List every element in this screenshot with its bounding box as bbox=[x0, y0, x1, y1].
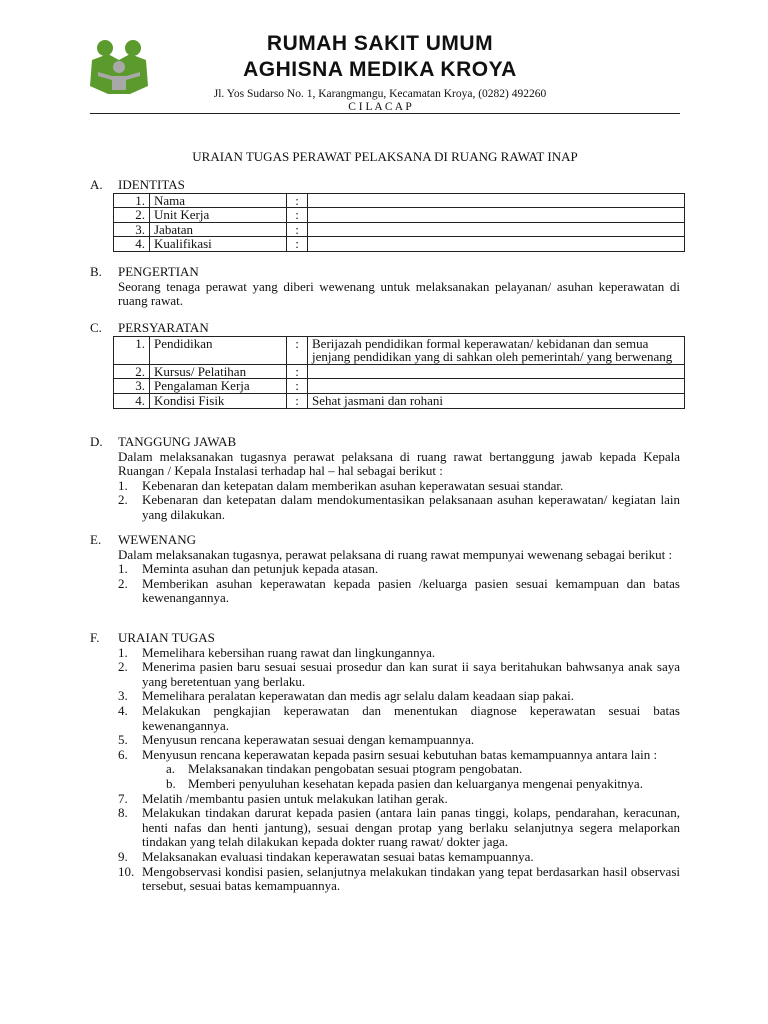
section-heading: URAIAN TUGAS bbox=[118, 630, 215, 645]
item-text-content: Kebenaran dan ketepatan dalam memberikan asuhan keperawatan sesuai standar. bbox=[142, 477, 564, 493]
list-item bbox=[118, 806, 680, 850]
row-label: Kualifikasi bbox=[150, 237, 287, 252]
item-text bbox=[142, 865, 680, 894]
row-label: Unit Kerja bbox=[150, 208, 287, 223]
hospital-name-line2: AGHISNA MEDIKA KROYA bbox=[243, 58, 517, 81]
item-text bbox=[142, 660, 680, 689]
row-value bbox=[308, 237, 685, 252]
row-number: 2. bbox=[114, 364, 150, 379]
row-label: Jabatan bbox=[150, 222, 287, 237]
row-value: Sehat jasmani dan rohani bbox=[308, 393, 685, 408]
item-text bbox=[142, 792, 680, 807]
table-row bbox=[114, 336, 685, 364]
row-separator: : bbox=[287, 336, 308, 364]
row-value bbox=[308, 193, 685, 208]
section-text: Seorang tenaga perawat yang diberi wewenang untuk melaksanakan pelayanan/ asuhan keperawatan di ruang rawat. bbox=[118, 278, 680, 309]
section-tanggung-jawab bbox=[90, 435, 680, 523]
section-heading: WEWENANG bbox=[118, 532, 196, 547]
item-text-content: Kebenaran dan ketepatan dalam mendokumentasikan pelaksanaan asuhan keperawatan/ kegiatan lain yang dilakukan. bbox=[142, 492, 680, 522]
row-separator: : bbox=[287, 237, 308, 252]
list-item bbox=[118, 704, 680, 733]
item-number: 7. bbox=[118, 790, 128, 806]
item-text bbox=[142, 733, 680, 748]
row-label: Kondisi Fisik bbox=[150, 393, 287, 408]
item-number: 4. bbox=[118, 702, 128, 718]
identity-table bbox=[113, 193, 685, 252]
section-text: Dalam melaksanakan tugasnya, perawat pelaksana di ruang rawat mempunyai wewenang sebagai berikut : bbox=[118, 546, 673, 562]
list-item bbox=[118, 689, 680, 704]
row-value: Berijazah pendidikan formal keperawatan/ kebidanan dan semua jenjang pendidikan yang di sahkan oleh pemerintah/ yang berwenang bbox=[308, 336, 685, 364]
list-item bbox=[118, 865, 680, 894]
section-persyaratan bbox=[90, 321, 680, 409]
list-item bbox=[118, 748, 680, 792]
row-number: 2. bbox=[114, 208, 150, 223]
item-number: 5. bbox=[118, 732, 128, 748]
row-value bbox=[308, 364, 685, 379]
row-label: Kursus/ Pelatihan bbox=[150, 364, 287, 379]
section-wewenang bbox=[90, 533, 680, 606]
item-number: 8. bbox=[118, 805, 128, 821]
table-row bbox=[114, 393, 685, 408]
item-text-content: Menyusun rencana keperawatan kepada pasirn sesuai kebutuhan batas kemampuannya antara lain : bbox=[142, 746, 658, 762]
section-letter: F. bbox=[90, 630, 100, 645]
sub-list-item bbox=[166, 762, 680, 777]
row-value bbox=[308, 222, 685, 237]
list-item bbox=[118, 577, 680, 606]
item-text bbox=[142, 479, 680, 494]
sub-list-item bbox=[166, 777, 680, 792]
item-number: 6. bbox=[118, 746, 128, 762]
section-heading: PENGERTIAN bbox=[118, 264, 199, 279]
list-item bbox=[118, 479, 680, 494]
section-letter: A. bbox=[90, 177, 103, 192]
row-value bbox=[308, 379, 685, 394]
section-letter: B. bbox=[90, 264, 102, 279]
item-text-content: Melakukan pengkajian keperawatan dan menentukan diagnose keperawatan sesuai batas kewenangannya. bbox=[142, 702, 680, 733]
item-text-content: Memberikan asuhan keperawatan kepada pasien /keluarga pasien sesuai kemampuan dan batas kewenangannya. bbox=[142, 575, 680, 606]
item-text bbox=[142, 850, 680, 865]
header-divider bbox=[90, 113, 680, 114]
row-label: Pengalaman Kerja bbox=[150, 379, 287, 394]
sub-item-text: Memberi penyuluhan kesehatan kepada pasien dan keluarganya mengenai penyakitnya. bbox=[188, 775, 643, 791]
row-value bbox=[308, 208, 685, 223]
requirements-table bbox=[113, 336, 685, 409]
item-text bbox=[142, 806, 680, 850]
item-text bbox=[142, 646, 680, 661]
item-text-content: Melakukan tindakan darurat kepada pasien (antara lain panas tinggi, kolaps, pendarahan, keracunan, henti nafas dan henti jantung), sesuai dengan protap yang berlaku selanjutnya segera melaporkan tindakan yang telah dilakukan kepada dokter ruang rawat/ dokter jaga. bbox=[142, 805, 680, 850]
list-item bbox=[118, 493, 680, 522]
list-item bbox=[118, 792, 680, 807]
table-row bbox=[114, 379, 685, 394]
item-text-content: Melatih /membantu pasien untuk melakukan latihan gerak. bbox=[142, 790, 448, 806]
item-number: 2. bbox=[118, 492, 128, 508]
row-separator: : bbox=[287, 393, 308, 408]
row-separator: : bbox=[287, 364, 308, 379]
item-text bbox=[142, 493, 680, 522]
section-text: Dalam melaksanakan tugasnya perawat pelaksana di ruang rawat bertanggung jawab kepada Kepala Ruangan / Kepala Instalasi terhadap hal – hal sebagai berikut : bbox=[118, 448, 680, 479]
section-letter: D. bbox=[90, 434, 103, 449]
sub-item-letter: b. bbox=[166, 775, 176, 791]
row-number: 4. bbox=[114, 237, 150, 252]
section-heading: PERSYARATAN bbox=[118, 320, 209, 335]
item-text-content: Mengobservasi kondisi pasien, selanjutnya melakukan tindakan yang tepat berdasarkan hasil observasi tersebut, sesuai batas kemampuannya. bbox=[142, 863, 680, 894]
section-letter: E. bbox=[90, 532, 102, 547]
row-number: 1. bbox=[114, 336, 150, 364]
table-row bbox=[114, 364, 685, 379]
hospital-logo bbox=[88, 38, 150, 96]
item-text-content: Memelihara peralatan keperawatan dan medis agr selalu dalam keadaan siap pakai. bbox=[142, 688, 575, 704]
item-text-content: Menerima pasien baru sesuai sesuai prosedur dan kan surat ii saya beritahukan bahwsanya anak saya yang beretentuan yang berlaku. bbox=[142, 659, 680, 689]
document-title: URAIAN TUGAS PERAWAT PELAKSANA DI RUANG RAWAT INAP bbox=[192, 149, 578, 164]
table-row bbox=[114, 237, 685, 252]
row-number: 3. bbox=[114, 222, 150, 237]
row-separator: : bbox=[287, 379, 308, 394]
list-item bbox=[118, 660, 680, 689]
item-number: 1. bbox=[118, 644, 128, 660]
hospital-city: C I L A C A P bbox=[348, 101, 412, 113]
hospital-address: Jl. Yos Sudarso No. 1, Karangmangu, Kecamatan Kroya, (0282) 492260 bbox=[213, 88, 547, 100]
item-number: 9. bbox=[118, 848, 128, 864]
item-text bbox=[142, 748, 680, 792]
sub-item-text: Melaksanakan tindakan pengobatan sesuai ptogram pengobatan. bbox=[188, 761, 523, 777]
row-number: 1. bbox=[114, 193, 150, 208]
item-text-content: Meminta asuhan dan petunjuk kepada atasan. bbox=[142, 561, 379, 577]
section-heading: TANGGUNG JAWAB bbox=[118, 434, 237, 449]
item-text bbox=[142, 562, 680, 577]
row-separator: : bbox=[287, 193, 308, 208]
item-number: 3. bbox=[118, 688, 128, 704]
table-row bbox=[114, 222, 685, 237]
item-number: 2. bbox=[118, 575, 128, 591]
list-item bbox=[118, 562, 680, 577]
item-number: 10. bbox=[118, 863, 135, 879]
section-letter: C. bbox=[90, 320, 102, 335]
item-text bbox=[142, 689, 680, 704]
item-text-content: Menyusun rencana keperawatan sesuai dengan kemampuannya. bbox=[142, 732, 475, 748]
section-uraian-tugas bbox=[90, 631, 680, 894]
item-text-content: Melaksanakan evaluasi tindakan keperawatan sesuai batas kemampuannya. bbox=[142, 848, 534, 864]
row-separator: : bbox=[287, 208, 308, 223]
item-text bbox=[142, 577, 680, 606]
item-text-content: Memelihara kebersihan ruang rawat dan lingkungannya. bbox=[142, 644, 436, 660]
section-pengertian bbox=[90, 265, 680, 309]
item-number: 1. bbox=[118, 477, 128, 493]
row-label: Nama bbox=[150, 193, 287, 208]
table-row bbox=[114, 208, 685, 223]
item-text bbox=[142, 704, 680, 733]
section-heading: IDENTITAS bbox=[118, 177, 185, 192]
item-number: 1. bbox=[118, 561, 128, 577]
row-separator: : bbox=[287, 222, 308, 237]
item-number: 2. bbox=[118, 659, 128, 675]
list-item bbox=[118, 733, 680, 748]
table-row bbox=[114, 193, 685, 208]
sub-list bbox=[166, 762, 680, 791]
list-item bbox=[118, 646, 680, 661]
row-number: 3. bbox=[114, 379, 150, 394]
row-number: 4. bbox=[114, 393, 150, 408]
hospital-name-line1: RUMAH SAKIT UMUM bbox=[266, 32, 494, 55]
list-item bbox=[118, 850, 680, 865]
row-label: Pendidikan bbox=[150, 336, 287, 364]
section-identitas bbox=[90, 178, 680, 252]
sub-item-letter: a. bbox=[166, 761, 176, 777]
